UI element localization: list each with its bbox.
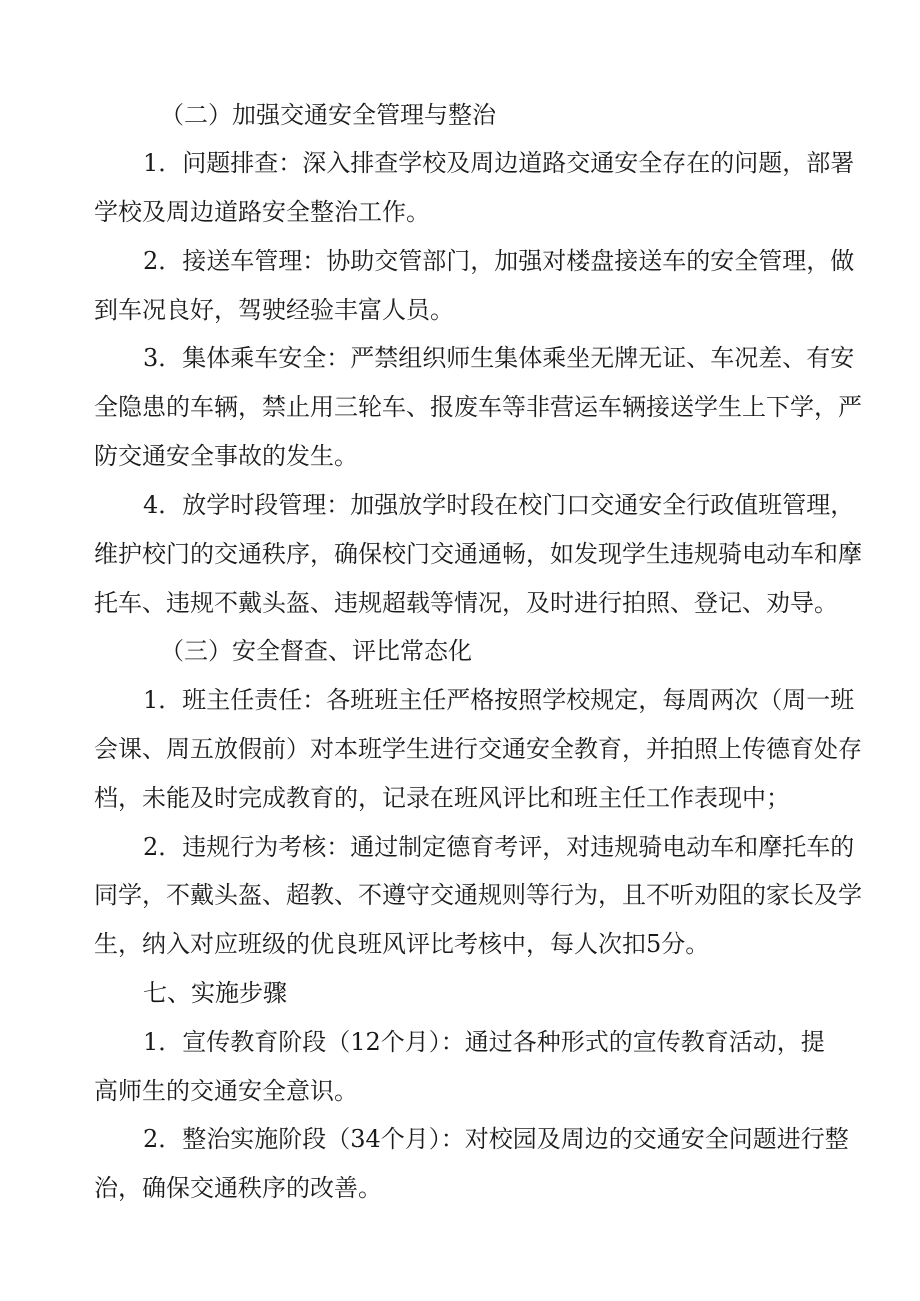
paragraph-line: 1．问题排查：深入排查学校及周边道路交通安全存在的问题，部署: [143, 149, 855, 177]
paragraph-line: 到车况良好，驾驶经验丰富人员。: [94, 296, 454, 324]
paragraph-line: 高师生的交通安全意识。: [94, 1077, 358, 1105]
section-heading-implementation-steps: 七、实施步骤: [143, 979, 287, 1007]
paragraph-line: 全隐患的车辆，禁止用三轮车、报废车等非营运车辆接送学生上下学，严: [94, 393, 862, 421]
paragraph-line: 会课、周五放假前）对本班学生进行交通安全教育，并拍照上传德育处存: [94, 735, 862, 763]
subsection-heading-safety-supervision: （三）安全督查、评比常态化: [160, 637, 472, 665]
paragraph-line: 维护校门的交通秩序，确保校门交通通畅，如发现学生违规骑电动车和摩: [94, 540, 862, 568]
paragraph-line: 1．班主任责任：各班班主任严格按照学校规定，每周两次（周一班: [143, 686, 855, 714]
paragraph-line: 1．宣传教育阶段（12个月）：通过各种形式的宣传教育活动，提: [143, 1028, 825, 1056]
paragraph-line: 4．放学时段管理：加强放学时段在校门口交通安全行政值班管理，: [143, 491, 855, 519]
paragraph-line: 防交通安全事故的发生。: [94, 442, 358, 470]
paragraph-line: 治，确保交通秩序的改善。: [94, 1174, 382, 1202]
paragraph-line: 托车、违规不戴头盔、违规超载等情况，及时进行拍照、登记、劝导。: [94, 589, 838, 617]
paragraph-line: 同学，不戴头盔、超教、不遵守交通规则等行为，且不听劝阻的家长及学: [94, 881, 862, 909]
paragraph-line: 2．违规行为考核：通过制定德育考评，对违规骑电动车和摩托车的: [143, 833, 855, 861]
paragraph-line: 2．整治实施阶段（34个月）：对校园及周边的交通安全问题进行整: [143, 1125, 849, 1153]
paragraph-line: 2．接送车管理：协助交管部门，加强对楼盘接送车的安全管理，做: [143, 247, 855, 275]
subsection-heading-strengthen-traffic-safety: （二）加强交通安全管理与整治: [160, 101, 496, 129]
paragraph-line: 3．集体乘车安全：严禁组织师生集体乘坐无牌无证、车况差、有安: [143, 344, 855, 372]
paragraph-line: 生，纳入对应班级的优良班风评比考核中，每人次扣5分。: [94, 930, 710, 958]
paragraph-line: 档，未能及时完成教育的，记录在班风评比和班主任工作表现中；: [94, 784, 790, 812]
paragraph-line: 学校及周边道路安全整治工作。: [94, 198, 430, 226]
